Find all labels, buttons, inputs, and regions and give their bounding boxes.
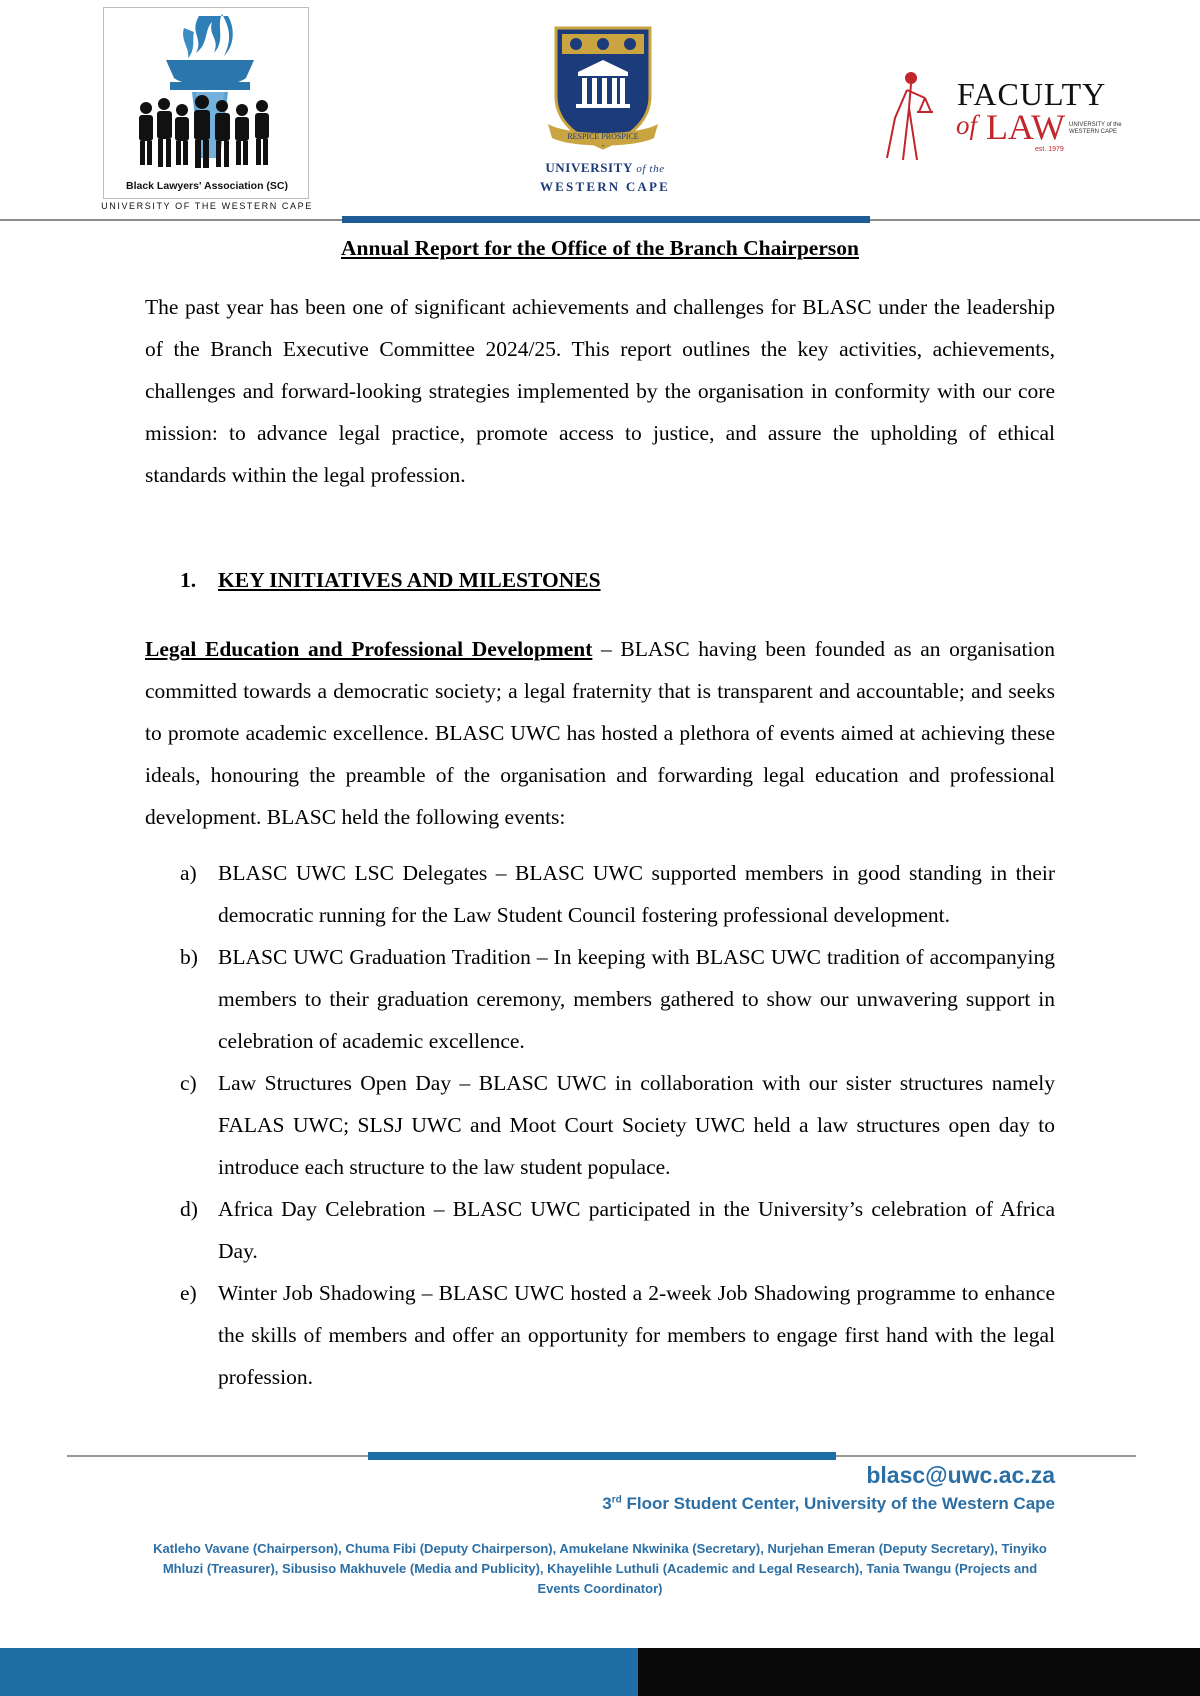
blasc-logo-caption: Black Lawyers' Association (SC) xyxy=(126,180,288,192)
law-est: est. 1979 xyxy=(1035,146,1064,153)
footer-bar-blue xyxy=(0,1648,638,1696)
lady-justice-icon xyxy=(885,68,933,164)
blasc-logo-sub-caption: UNIVERSITY OF THE WESTERN CAPE xyxy=(101,201,313,211)
footer-bar-black xyxy=(638,1648,1200,1696)
section-paragraph xyxy=(145,628,1055,838)
list-item: a) BLASC UWC LSC Delegates – BLASC UWC supported members in good standing in their democratic running for the Law Student Council fostering professional development. xyxy=(180,861,1055,927)
law-law-word: LAW xyxy=(986,107,1066,147)
uwc-crest-icon xyxy=(548,24,658,152)
intro-paragraph: The past year has been one of significant achievements and challenges for BLASC under the leadership of the Branch Executive Committee 2024/25. This report outlines the key activities, achievements, challenges and forward-looking strategies implemented by the organisation in conformity with our core mission: to advance legal practice, promote access to justice, and assure the upholding of ethical standards within the legal profession. xyxy=(145,295,1055,487)
list-item: e) Winter Job Shadowing – BLASC UWC hosted a 2-week Job Shadowing programme to enhance the skills of members and offer an opportunity for members to engage first hand with the legal profession. xyxy=(180,1281,1055,1389)
uwc-name-line2: WESTERN CAPE xyxy=(539,179,671,194)
uwc-name-line1: UNIVERSITY of the xyxy=(545,160,665,175)
section-number: 1. xyxy=(180,568,197,592)
list-item: c) Law Structures Open Day – BLASC UWC in collaboration with our sister structures namely FALAS UWC; SLSJ UWC and Moot Court Society UWC held a law structures open day to introduce each structure to the law student populace. xyxy=(180,1071,1055,1179)
footer-address: 3rd Floor Student Center, University of the Western Cape xyxy=(602,1494,1055,1513)
footer-email[interactable]: blasc@uwc.ac.za xyxy=(866,1462,1055,1488)
footer-divider-accent xyxy=(368,1452,836,1460)
blasc-logo xyxy=(101,7,313,211)
section-lead-in: Legal Education and Professional Development xyxy=(145,637,593,661)
section-body: – BLASC having been founded as an organisation committed towards a democratic society; a legal fraternity that is transparent and accountable; and seeks to promote academic excellence. BLASC UWC has hosted a plethora of events aimed at achieving these ideals, honouring the preamble of the organisation and forwarding legal education and professional development. BLASC held the following events: xyxy=(145,637,1055,829)
section-heading-text: KEY INITIATIVES AND MILESTONES xyxy=(218,568,601,592)
footer-committee-members: Katleho Vavane (Chairperson), Chuma Fibi (Deputy Chairperson), Amukelane Nkwinika (Secretary), Nurjehan Emeran (Deputy Secretary), Tinyiko Mhluzi (Treasurer), Sibusiso Makhuvele (Media and Publicity), Khayelihle Luthuli (Academic and Legal Research), Tania Twangu (Projects and Events Coordinator) xyxy=(153,1541,1047,1596)
page-title: Annual Report for the Office of the Branch Chairperson xyxy=(341,236,859,260)
torch-figures-icon xyxy=(104,8,310,180)
uwc-motto: RESPICE PROSPICE xyxy=(567,132,639,141)
list-item: b) BLASC UWC Graduation Tradition – In keeping with BLASC UWC tradition of accompanying members to their graduation ceremony, members gathered to show our unwavering support in celebration of academic excellence. xyxy=(180,945,1055,1053)
law-university-small: UNIVERSITY of the WESTERN CAPE xyxy=(1069,122,1122,135)
law-of-word: of xyxy=(956,110,978,140)
law-faculty-word: FACULTY xyxy=(957,76,1107,112)
section-heading xyxy=(180,568,601,593)
list-item: d) Africa Day Celebration – BLASC UWC participated in the University’s celebration of Africa Day. xyxy=(180,1197,1055,1263)
events-list xyxy=(180,852,1055,1398)
header-divider-accent xyxy=(342,216,870,223)
